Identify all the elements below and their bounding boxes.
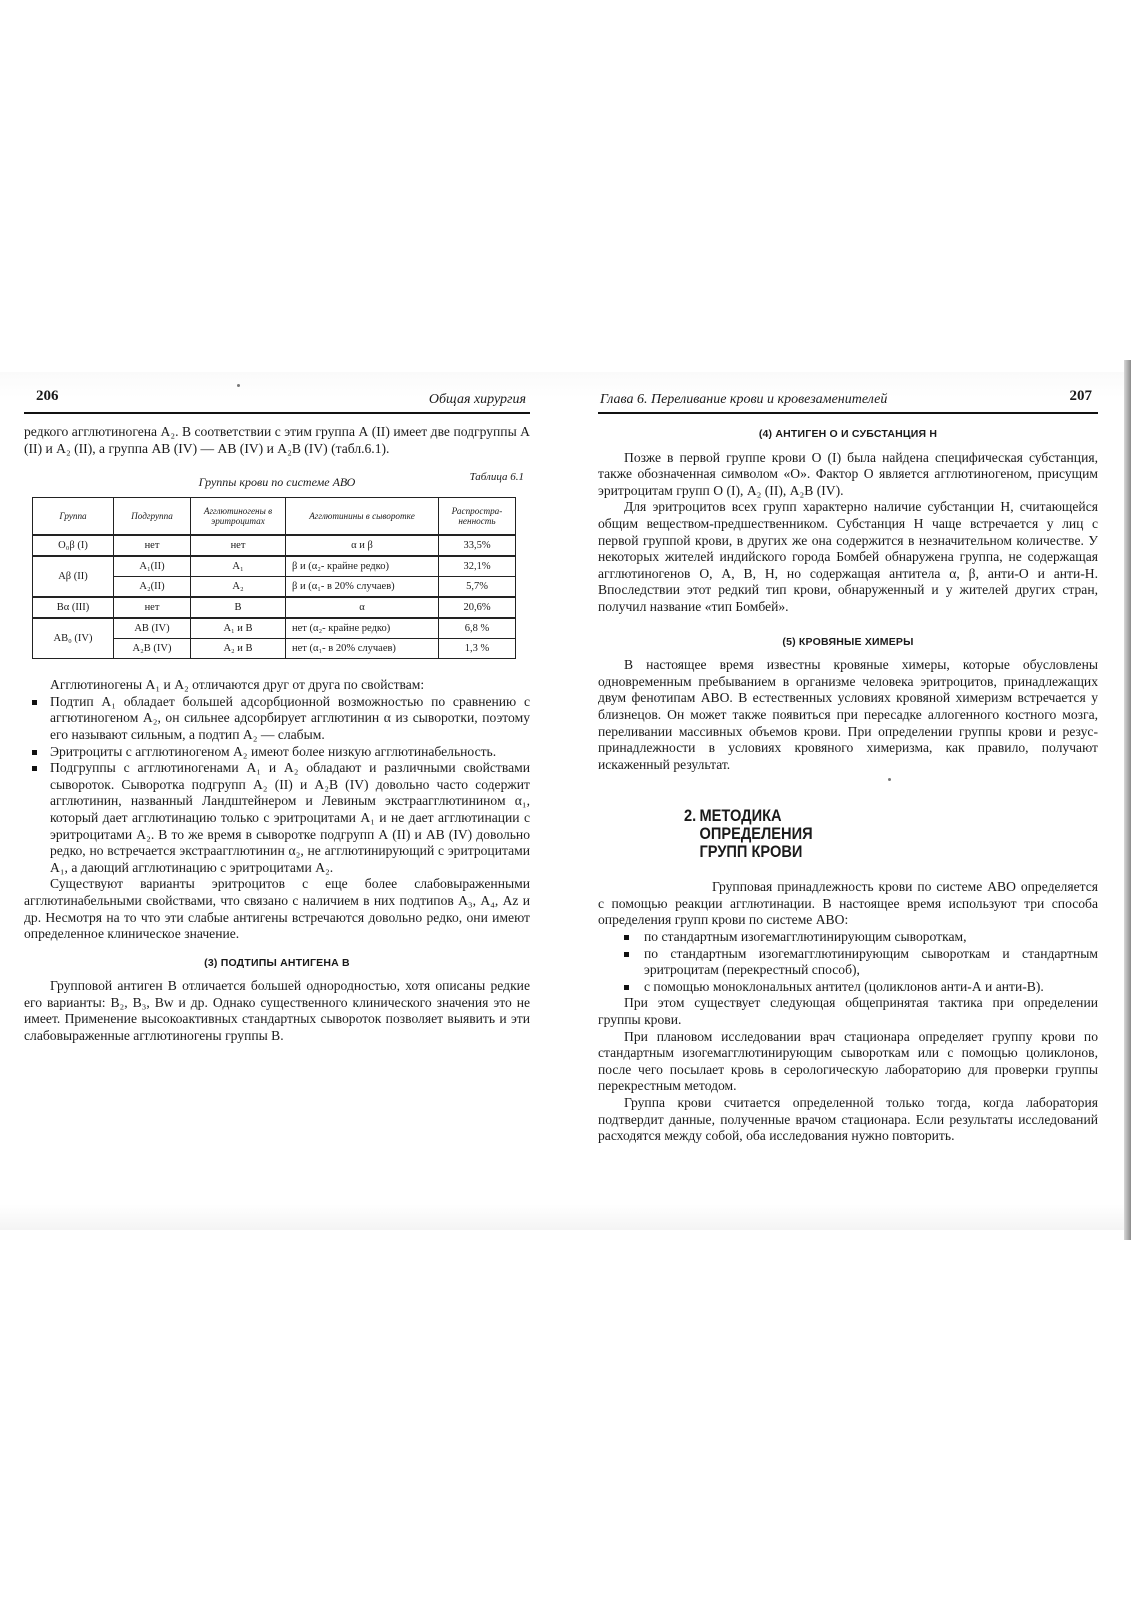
table-cell-subgroup: А₂В (IV) xyxy=(114,639,191,659)
chapter-number: 2. xyxy=(684,806,697,826)
left-page-number: 206 xyxy=(36,388,59,404)
table-cell-agglutinogens: А₁ xyxy=(191,556,286,577)
table-cell-prevalence: 32,1% xyxy=(439,556,516,577)
table-cell-agglutinins: β и (α₁- в 20% случаев) xyxy=(286,577,439,598)
table-header-cell: Группа xyxy=(33,498,114,536)
list-item: с помощью моноклональных антител (цоликлонов анти-А и анти-В). xyxy=(598,979,1098,996)
table-cell-agglutinins: β и (α₂- крайне редко) xyxy=(286,556,439,577)
tactics-paragraph: При этом существует следующая общепринятая тактика при определении группы крови. xyxy=(598,995,1098,1028)
table-cell-subgroup: нет xyxy=(114,535,191,556)
table-row xyxy=(33,535,516,556)
variants-paragraph: Существуют варианты эритроцитов с еще более слабовыраженными агглютинабельными свойствами, что связано с наличием в них подтипов А₃, А₄, Аz и др. Несмотря на то что эти слабые антигены встречаются довольно редко, они имеют определенное клиническое значение. xyxy=(24,876,530,942)
agglutinogens-lead-paragraph: Агглютиногены А₁ и А₂ отличаются друг от друга по свойствам: xyxy=(50,677,425,693)
right-running-title: Глава 6. Переливание крови и кровезаменителей xyxy=(600,392,888,407)
table-caption xyxy=(24,469,530,491)
table-cell-agglutinins: нет (α₁- в 20% случаев) xyxy=(286,639,439,659)
table-number: Таблица 6.1 xyxy=(469,471,524,484)
table-header-cell: Агглютиногены в эритроцитах xyxy=(191,498,286,536)
table-cell-group: Вα (III) xyxy=(33,597,114,618)
list-item: по стандартным изогемагглютинирующим сывороткам и стандартным эритроцитам (перекрестный способ), xyxy=(598,946,1098,979)
table-cell-agglutinogens: нет xyxy=(191,535,286,556)
left-running-title: Общая хирургия xyxy=(428,392,526,407)
abo-blood-groups-table xyxy=(32,497,516,659)
planned-study-paragraph: При плановом исследовании врач стационара определяет группу крови по стандартным изогемагглютинирующим сывороткам или с помощью цоликлонов, после чего посылает кровь в серологическую лабораторию для проверки группы перекрестным методом. xyxy=(598,1028,1098,1094)
chapter-heading-line: ОПРЕДЕЛЕНИЯ xyxy=(699,824,813,844)
table-cell-agglutinogens: А₂ и В xyxy=(191,639,286,659)
section-heading: (5) КРОВЯНЫЕ ХИМЕРЫ xyxy=(782,635,914,648)
table-cell-subgroup: А₂(II) xyxy=(114,577,191,598)
agglutinogen-properties-list xyxy=(24,694,530,877)
table-cell-agglutinins: α и β xyxy=(286,535,439,556)
table-cell-agglutinogens: А₁ и В xyxy=(191,618,286,639)
table-header-cell: Подгруппа xyxy=(114,498,191,536)
right-running-head xyxy=(598,388,1098,416)
section4-paragraph: Позже в первой группе крови О (I) была найдена специфическая субстанция, также обозначенная символом «О». Фактор О является агглютиногеном, присущим эритроцитам групп О (I), А₂ (II), А₂В (IV). xyxy=(598,449,1098,498)
intro-paragraph: редкого агглютиногена А₂. В соответствии с этим группа А (II) имеет две подгруппы А (II) и А₂ (II), а группа АВ (IV) — АВ (IV) и А₂В (IV) (табл.6.1). xyxy=(24,424,530,456)
list-item: по стандартным изогемагглютинирующим сывороткам, xyxy=(598,929,1098,946)
table-title: Группы крови по системе АВО xyxy=(198,475,356,490)
table-cell-group: АВ₀ (IV) xyxy=(33,618,114,659)
left-header-rule xyxy=(24,412,530,414)
table-cell-agglutinins: α xyxy=(286,597,439,618)
chapter-heading-line: ГРУПП КРОВИ xyxy=(699,842,803,862)
list-item: Эритроциты с агглютиногеном А₂ имеют более низкую агглютинабельность. xyxy=(24,744,530,761)
table-cell-subgroup: нет xyxy=(114,597,191,618)
chapter-heading-line xyxy=(684,807,1028,825)
table-cell-agglutinins: нет (α₂- крайне редко) xyxy=(286,618,439,639)
left-running-head xyxy=(24,388,530,416)
table-cell-prevalence: 5,7% xyxy=(439,577,516,598)
right-header-rule xyxy=(598,412,1098,414)
section5-paragraph: В настоящее время известны кровяные химеры, которые обусловлены одновременным пребыванием в организме человека эритроцитов, принадлежащих двум фенотипам АВО. В естественных условиях кровяной химеризм встречается у близнецов. Он может также появиться при пересадке аллогенного костного мозга, переливании массивных объемов крови. При определении группы крови и резус-принадлежности в условиях кровяного химеризма, как правило, получают искаженный результат. xyxy=(598,657,1098,772)
right-page-number: 207 xyxy=(1069,388,1092,404)
list-item: Подтип А₁ обладает большей адсорбционной возможностью по сравнению с аггютиногеном А₂, он сильнее адсорбирует агглютинин α из сыворотки, поэтому его называют сильным, а подтип А₂ — слабым. xyxy=(24,694,530,744)
table-header-row xyxy=(33,498,516,536)
scan-speck xyxy=(888,778,891,781)
table-cell-group: О₀β (I) xyxy=(33,535,114,556)
section3-paragraph: Групповой антиген В отличается большей однородностью, хотя описаны редкие его варианты: В₂, В₃, Вw и др. Однако существенного клинического значения это не имеет. Применение высокоактивных стандартных сывороток позволяет выявить и эти слабовыраженные агглютиногены группы В. xyxy=(24,978,530,1044)
method-intro-paragraph: Групповая принадлежность крови по системе АВО определяется с помощью реакции агглютинации. В настоящее время используют три способа определения групп крови по системе АВО: xyxy=(598,879,1098,928)
table-cell-prevalence: 1,3 % xyxy=(439,639,516,659)
right-page xyxy=(598,388,1098,1145)
scan-speck xyxy=(237,384,240,387)
table-cell-group: Аβ (II) xyxy=(33,556,114,597)
list-item: Подгруппы с агглютиногенами А₁ и А₂ обладают и различными свойствами сывороток. Сыворотка подгрупп А₂ (II) и А₂В (IV) довольно часто содержит агглютинин, названный Ландштейнером и Левиным экстраагглютинином α₁, который дает агглютинацию только с эритроцитами А₁ и не дает агглютинации с эритроцитами А₂. В то же время в сыворотке подгрупп А (II) и АВ (IV) довольно редко, но встречается экстраагглютинин α₂, не агглютинирующий с эритроцитами А₁, а дающий агглютинацию с эритроцитами А₂. xyxy=(24,760,530,876)
final-paragraph: Группа крови считается определенной только тогда, когда лаборатория подтвердит данные, полученные врачом стационара. Если результаты исследований расходятся между собой, оба исследования нужно повторить. xyxy=(598,1095,1098,1144)
table-header-cell: Распростра-ненность xyxy=(439,498,516,536)
table-row xyxy=(33,597,516,618)
table-row xyxy=(33,556,516,577)
table-cell-prevalence: 6,8 % xyxy=(439,618,516,639)
table-cell-agglutinogens: А₂ xyxy=(191,577,286,598)
table-cell-agglutinogens: В xyxy=(191,597,286,618)
section-heading: (4) АНТИГЕН О И СУБСТАНЦИЯ Н xyxy=(758,428,938,440)
table-row xyxy=(33,618,516,639)
method-list xyxy=(598,929,1098,995)
table-cell-subgroup: А₁(II) xyxy=(114,556,191,577)
section-heading: (3) ПОДТИПЫ АНТИГЕНА В xyxy=(204,956,350,969)
section4-paragraph: Для эритроцитов всех групп характерно наличие субстанции Н, считающейся общим веществом-предшественником. Субстанция Н чаще встречается у лиц с первой группой крови, в других же она содержится в незначительном количестве. У некоторых жителей индийского города Бомбей обнаружена группа, не содержащая агглютиногенов О, А, В, Н, но содержащая антитела α, β, анти-О и анти-Н. Впоследствии этот редкий тип крови, обнаруженный и у жителей других стран, получил название «тип Бомбей». xyxy=(598,499,1098,614)
chapter-heading-text: МЕТОДИКА xyxy=(699,806,782,826)
table-header-cell: Агглютинины в сыворотке xyxy=(286,498,439,536)
table-cell-subgroup: АВ (IV) xyxy=(114,618,191,639)
left-page xyxy=(24,388,530,1045)
table-cell-prevalence: 33,5% xyxy=(439,535,516,556)
book-edge-shadow xyxy=(1124,360,1131,1240)
chapter-heading xyxy=(598,807,1028,861)
table-cell-prevalence: 20,6% xyxy=(439,597,516,618)
